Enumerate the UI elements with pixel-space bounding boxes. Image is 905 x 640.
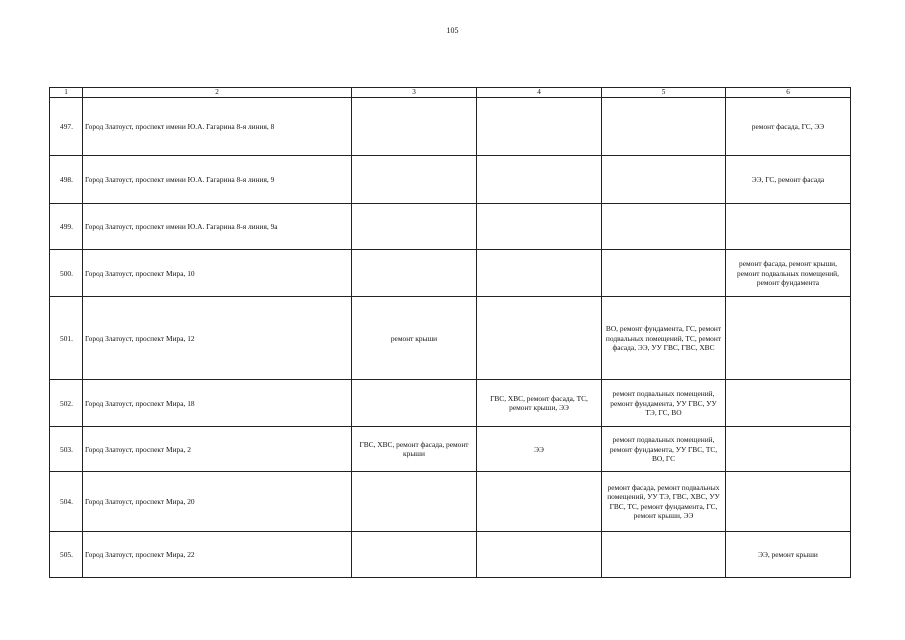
works-cell-col5: [602, 532, 726, 578]
works-cell-col4: ГВС, ХВС, ремонт фасада, ТС, ремонт крыши, ЭЭ: [477, 380, 602, 427]
address-cell: Город Златоуст, проспект Мира, 10: [83, 250, 352, 297]
table-row: [50, 250, 851, 297]
table-row: [50, 204, 851, 250]
column-header-row: [50, 88, 851, 98]
address-cell: Город Златоуст, проспект Мира, 20: [83, 472, 352, 532]
row-number: 500.: [50, 250, 83, 297]
works-cell-col5: ремонт фасада, ремонт подвальных помещений, УУ ТЭ, ГВС, ХВС, УУ ГВС, ТС, ремонт фундамента, ГС, ремонт крыши, ЭЭ: [602, 472, 726, 532]
works-cell-col6: [726, 427, 851, 472]
row-number: 502.: [50, 380, 83, 427]
works-cell-col5: ремонт подвальных помещений, ремонт фундамента, УУ ГВС, ТС, ВО, ГС: [602, 427, 726, 472]
table-row: [50, 156, 851, 204]
column-header: 2: [83, 88, 352, 98]
works-cell-col3: [352, 380, 477, 427]
page-number: 105: [446, 26, 459, 35]
row-number: 501.: [50, 297, 83, 380]
table-row: [50, 472, 851, 532]
row-number: 505.: [50, 532, 83, 578]
table-row: [50, 297, 851, 380]
address-cell: Город Златоуст, проспект Мира, 22: [83, 532, 352, 578]
works-cell-col6: [726, 472, 851, 532]
table-row: [50, 427, 851, 472]
works-table: [49, 87, 851, 578]
works-cell-col6: ремонт фасада, ремонт крыши, ремонт подвальных помещений, ремонт фундамента: [726, 250, 851, 297]
row-number: 504.: [50, 472, 83, 532]
works-cell-col3: [352, 532, 477, 578]
works-cell-col5: [602, 204, 726, 250]
address-cell: Город Златоуст, проспект Мира, 18: [83, 380, 352, 427]
works-cell-col3: [352, 250, 477, 297]
works-cell-col4: [477, 98, 602, 156]
address-cell: Город Златоуст, проспект Мира, 2: [83, 427, 352, 472]
column-header: 4: [477, 88, 602, 98]
address-cell: Город Златоуст, проспект Мира, 12: [83, 297, 352, 380]
column-header: 5: [602, 88, 726, 98]
table-row: [50, 380, 851, 427]
works-cell-col4: [477, 204, 602, 250]
works-cell-col5: ВО, ремонт фундамента, ГС, ремонт подвальных помещений, ТС, ремонт фасада, ЭЭ, УУ ГВС, ГВС, ХВС: [602, 297, 726, 380]
row-number: 503.: [50, 427, 83, 472]
works-cell-col6: ЭЭ, ГС, ремонт фасада: [726, 156, 851, 204]
works-cell-col3: [352, 472, 477, 532]
table-row: [50, 98, 851, 156]
works-cell-col3: ГВС, ХВС, ремонт фасада, ремонт крыши: [352, 427, 477, 472]
works-cell-col5: [602, 250, 726, 297]
works-cell-col4: [477, 250, 602, 297]
works-cell-col3: [352, 156, 477, 204]
works-cell-col4: [477, 532, 602, 578]
works-cell-col6: ЭЭ, ремонт крыши: [726, 532, 851, 578]
address-cell: Город Златоуст, проспект имени Ю.А. Гагарина 8-я линия, 8: [83, 98, 352, 156]
address-cell: Город Златоуст, проспект имени Ю.А. Гагарина 8-я линия, 9: [83, 156, 352, 204]
column-header: 1: [50, 88, 83, 98]
column-header: 6: [726, 88, 851, 98]
works-cell-col6: [726, 204, 851, 250]
works-cell-col4: [477, 472, 602, 532]
column-header: 3: [352, 88, 477, 98]
works-cell-col5: ремонт подвальных помещений, ремонт фундамента, УУ ГВС, УУ ТЭ, ГС, ВО: [602, 380, 726, 427]
works-cell-col6: [726, 380, 851, 427]
table-row: [50, 532, 851, 578]
works-cell-col6: [726, 297, 851, 380]
works-cell-col3: [352, 204, 477, 250]
works-cell-col3: ремонт крыши: [352, 297, 477, 380]
works-cell-col5: [602, 98, 726, 156]
works-cell-col5: [602, 156, 726, 204]
works-cell-col6: ремонт фасада, ГС, ЭЭ: [726, 98, 851, 156]
works-cell-col4: [477, 156, 602, 204]
row-number: 497.: [50, 98, 83, 156]
works-cell-col4: [477, 297, 602, 380]
row-number: 499.: [50, 204, 83, 250]
row-number: 498.: [50, 156, 83, 204]
works-cell-col3: [352, 98, 477, 156]
works-cell-col4: ЭЭ: [477, 427, 602, 472]
address-cell: Город Златоуст, проспект имени Ю.А. Гагарина 8-я линия, 9а: [83, 204, 352, 250]
